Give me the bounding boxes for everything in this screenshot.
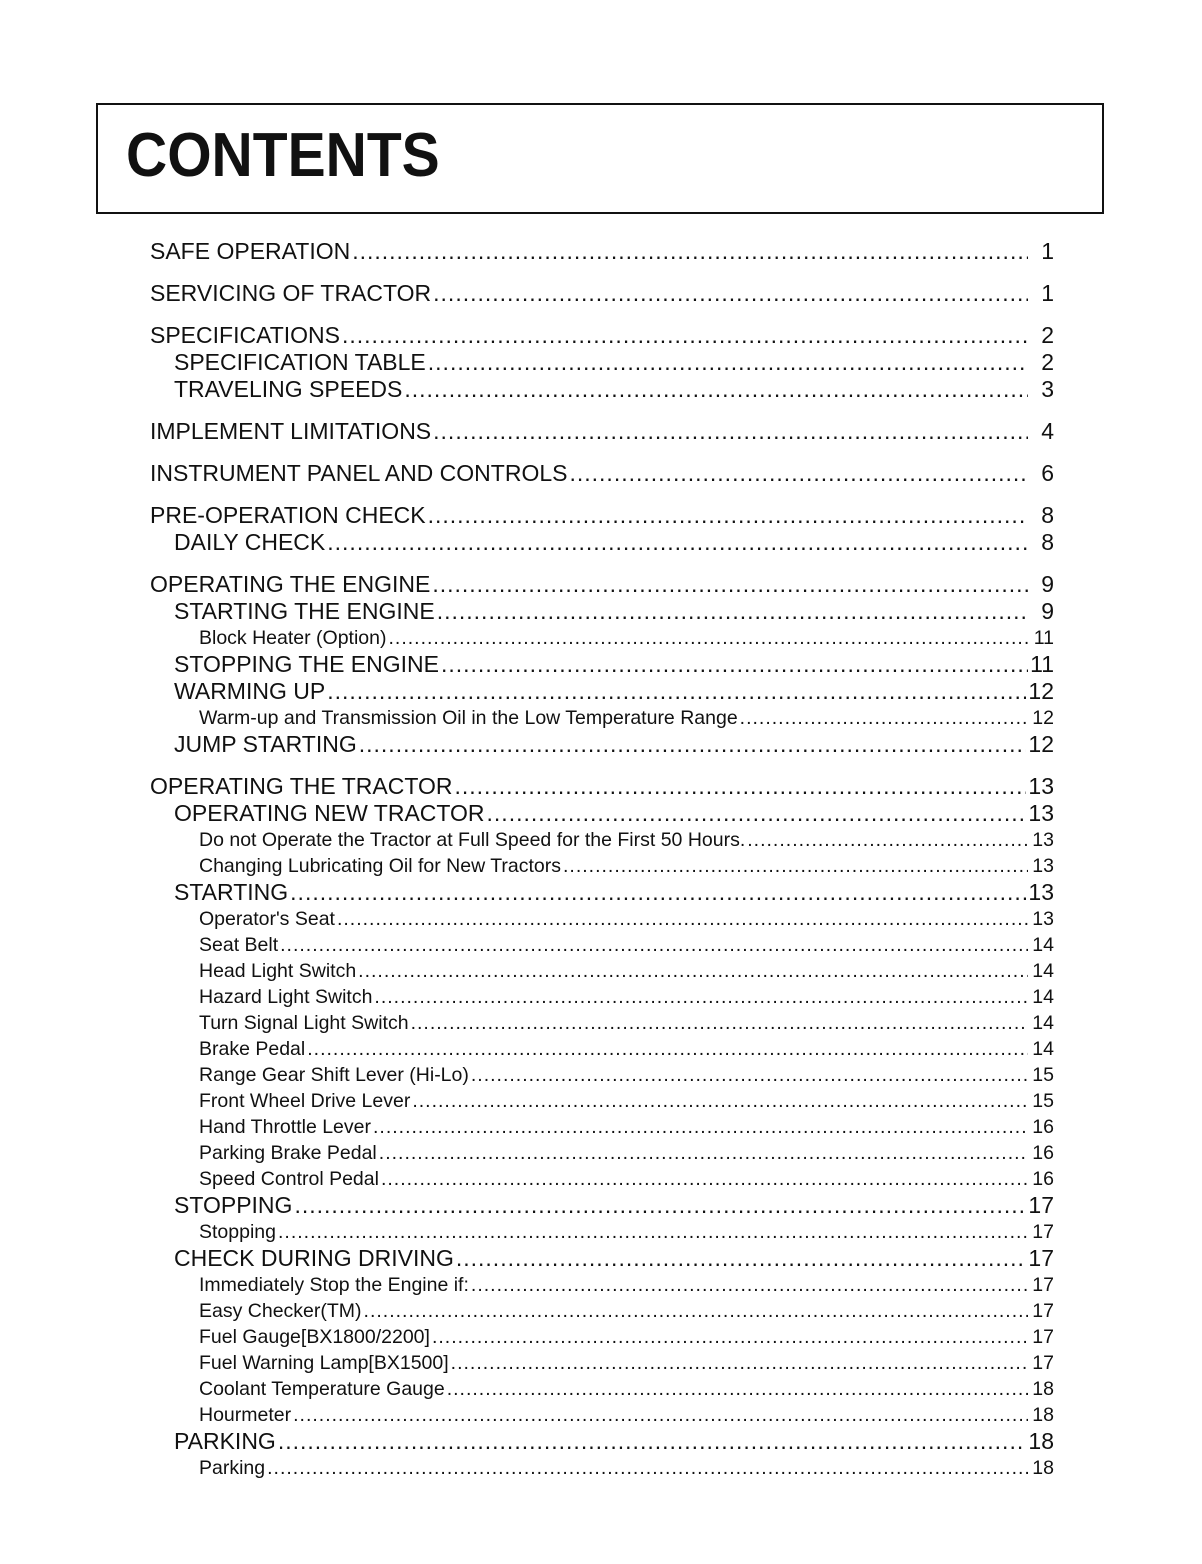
toc-dot-leader [447,1376,1028,1402]
toc-entry[interactable] [150,1428,1054,1455]
toc-entry[interactable] [150,984,1054,1010]
toc-dot-leader [451,1350,1028,1376]
toc-entry-label: Head Light Switch [199,960,357,982]
toc-entry[interactable] [150,853,1054,879]
toc-entry[interactable] [150,1062,1054,1088]
toc-entry-page-number: 8 [1041,529,1054,555]
toc-entry-label: Range Gear Shift Lever (Hi-Lo) [199,1064,469,1086]
toc-entry-label: STARTING THE ENGINE [174,598,435,624]
toc-entry-page-number: 17 [1032,1300,1054,1322]
toc-entry[interactable] [150,349,1054,376]
toc-entry-page-number: 3 [1041,376,1054,402]
toc-entry-label: Fuel Gauge[BX1800/2200] [199,1326,430,1348]
toc-entry-page-number: 16 [1032,1142,1054,1164]
toc-entry-page-number: 15 [1032,1090,1054,1112]
toc-entry[interactable] [150,1402,1054,1428]
toc-dot-leader [437,598,1028,625]
toc-entry[interactable] [150,625,1054,651]
toc-entry[interactable] [150,906,1054,932]
toc-entry-page-number: 11 [1033,627,1054,649]
toc-entry-label: Hourmeter [199,1404,292,1426]
toc-entry-label: STOPPING THE ENGINE [174,651,439,677]
toc-entry[interactable] [150,1010,1054,1036]
toc-entry-page-number: 15 [1032,1064,1054,1086]
toc-entry-label: Changing Lubricating Oil for New Tractors [199,855,561,877]
toc-entry-label: Coolant Temperature Gauge [199,1378,445,1400]
toc-entry[interactable] [150,1166,1054,1192]
toc-entry-label: Speed Control Pedal [199,1168,379,1190]
toc-entry-label: Hand Throttle Lever [199,1116,371,1138]
toc-entry[interactable] [150,1324,1054,1350]
toc-entry[interactable] [150,571,1054,598]
toc-entry[interactable] [150,932,1054,958]
toc-entry-page-number: 14 [1032,934,1054,956]
toc-dot-leader [342,322,1028,349]
toc-dot-leader [441,651,1028,678]
toc-dot-leader [379,1140,1028,1166]
toc-entry[interactable] [150,773,1054,800]
toc-entry[interactable] [150,731,1054,758]
toc-dot-leader [358,958,1028,984]
page-title: CONTENTS [126,121,440,190]
toc-entry[interactable] [150,1192,1054,1219]
toc-entry-label: OPERATING THE ENGINE [150,571,431,597]
toc-dot-leader [267,1455,1028,1481]
toc-entry-label: Parking [199,1457,266,1479]
toc-entry-label: OPERATING THE TRACTOR [150,773,453,799]
toc-entry-page-number: 17 [1032,1352,1054,1374]
toc-entry-label: SPECIFICATIONS [150,322,340,348]
toc-entry[interactable] [150,1272,1054,1298]
toc-entry-label: OPERATING NEW TRACTOR [174,800,485,826]
toc-entry-label: STARTING [174,879,289,905]
toc-entry-label: SAFE OPERATION [150,238,351,264]
toc-entry-page-number: 9 [1041,598,1054,624]
toc-dot-leader [307,1036,1028,1062]
toc-dot-leader [432,1324,1028,1350]
toc-entry[interactable] [150,1376,1054,1402]
table-of-contents [150,238,1054,1481]
toc-entry-label: Stopping [199,1221,276,1243]
toc-dot-leader [432,571,1028,598]
toc-entry[interactable] [150,705,1054,731]
toc-entry-page-number: 4 [1041,418,1054,444]
toc-dot-leader [278,1219,1028,1245]
toc-entry[interactable] [150,322,1054,349]
toc-dot-leader [471,1062,1028,1088]
toc-entry-page-number: 17 [1032,1221,1054,1243]
toc-dot-leader [454,773,1026,800]
toc-entry-page-number: 17 [1028,1245,1054,1271]
toc-dot-leader [433,418,1028,445]
toc-entry-page-number: 13 [1028,773,1054,799]
toc-entry-label: Hazard Light Switch [199,986,373,1008]
toc-entry[interactable] [150,418,1054,445]
toc-entry-page-number: 13 [1028,879,1054,905]
toc-entry-page-number: 14 [1032,960,1054,982]
toc-entry[interactable] [150,1245,1054,1272]
toc-entry[interactable] [150,502,1054,529]
toc-entry-page-number: 8 [1041,502,1054,528]
toc-entry[interactable] [150,1088,1054,1114]
toc-entry[interactable] [150,1114,1054,1140]
toc-entry-label: Do not Operate the Tractor at Full Speed for the First 50 Hours. [199,829,746,851]
toc-entry-label: SERVICING OF TRACTOR [150,280,432,306]
toc-entry-label: Fuel Warning Lamp[BX1500] [199,1352,449,1374]
toc-entry-page-number: 18 [1032,1457,1054,1479]
toc-entry-label: Immediately Stop the Engine if: [199,1274,469,1296]
toc-entry[interactable] [150,879,1054,906]
toc-entry-label: STOPPING [174,1192,293,1218]
toc-entry-page-number: 14 [1032,986,1054,1008]
toc-entry-page-number: 18 [1028,1428,1054,1454]
toc-entry-label: Brake Pedal [199,1038,306,1060]
toc-entry-label: PARKING [174,1428,276,1454]
toc-entry[interactable] [150,1219,1054,1245]
toc-entry[interactable] [150,678,1054,705]
toc-entry-page-number: 12 [1028,731,1054,757]
toc-entry[interactable] [150,460,1054,487]
toc-entry-label: Easy Checker(TM) [199,1300,362,1322]
toc-entry-page-number: 17 [1032,1274,1054,1296]
toc-entry-page-number: 1 [1041,280,1054,306]
toc-dot-leader [404,376,1028,403]
toc-entry-label: Block Heater (Option) [199,627,387,649]
toc-entry-label: JUMP STARTING [174,731,357,757]
toc-entry-page-number: 16 [1032,1168,1054,1190]
toc-entry[interactable] [150,598,1054,625]
toc-entry[interactable] [150,1298,1054,1324]
toc-dot-leader [373,1114,1028,1140]
toc-entry-label: DAILY CHECK [174,529,326,555]
toc-entry-label: CHECK DURING DRIVING [174,1245,454,1271]
toc-entry-label: TRAVELING SPEEDS [174,376,403,402]
toc-dot-leader [352,238,1028,265]
toc-entry[interactable] [150,1140,1054,1166]
toc-entry-label: Parking Brake Pedal [199,1142,377,1164]
toc-entry-page-number: 17 [1028,1192,1054,1218]
toc-entry[interactable] [150,651,1054,678]
toc-dot-leader [433,280,1028,307]
toc-dot-leader [278,1428,1027,1455]
toc-entry-page-number: 2 [1041,349,1054,375]
toc-dot-leader [428,502,1028,529]
toc-entry-label: Front Wheel Drive Lever [199,1090,411,1112]
toc-entry-page-number: 18 [1032,1378,1054,1400]
toc-dot-leader [569,460,1028,487]
toc-dot-leader [471,1272,1028,1298]
toc-entry-page-number: 13 [1032,829,1054,851]
toc-dot-leader [428,349,1028,376]
toc-entry-page-number: 2 [1041,322,1054,348]
toc-entry-page-number: 17 [1032,1326,1054,1348]
toc-entry-page-number: 14 [1032,1038,1054,1060]
toc-dot-leader [389,625,1029,651]
toc-entry-page-number: 13 [1032,855,1054,877]
toc-entry[interactable] [150,238,1054,265]
toc-entry-page-number: 13 [1032,908,1054,930]
toc-entry-page-number: 11 [1030,651,1054,677]
toc-entry[interactable] [150,958,1054,984]
toc-dot-leader [364,1298,1028,1324]
toc-dot-leader [456,1245,1027,1272]
toc-dot-leader [337,906,1028,932]
toc-dot-leader [563,853,1028,879]
toc-dot-leader [293,1402,1028,1428]
toc-dot-leader [374,984,1028,1010]
toc-entry[interactable] [150,1350,1054,1376]
toc-entry-label: INSTRUMENT PANEL AND CONTROLS [150,460,568,486]
toc-entry[interactable] [150,280,1054,307]
contents-header-box [96,103,1104,214]
toc-entry[interactable] [150,800,1054,827]
toc-entry-label: Seat Belt [199,934,279,956]
toc-entry-label: IMPLEMENT LIMITATIONS [150,418,432,444]
toc-entry-label: PRE-OPERATION CHECK [150,502,426,528]
toc-dot-leader [412,1088,1028,1114]
toc-entry-label: Operator's Seat [199,908,335,930]
toc-dot-leader [280,932,1028,958]
toc-entry-page-number: 12 [1032,707,1054,729]
toc-entry-label: SPECIFICATION TABLE [174,349,426,375]
toc-entry-page-number: 13 [1028,800,1054,826]
toc-dot-leader [327,678,1026,705]
toc-entry-label: WARMING UP [174,678,326,704]
toc-entry-page-number: 1 [1041,238,1054,264]
toc-entry[interactable] [150,1455,1054,1481]
toc-dot-leader [381,1166,1028,1192]
toc-entry[interactable] [150,529,1054,556]
toc-dot-leader [747,827,1028,853]
toc-dot-leader [294,1192,1026,1219]
toc-entry-page-number: 18 [1032,1404,1054,1426]
toc-entry[interactable] [150,1036,1054,1062]
toc-entry-label: Warm-up and Transmission Oil in the Low Temperature Range [199,707,738,729]
toc-entry-label: Turn Signal Light Switch [199,1012,409,1034]
toc-entry-page-number: 12 [1028,678,1054,704]
toc-dot-leader [487,800,1027,827]
toc-entry-page-number: 9 [1041,571,1054,597]
toc-dot-leader [290,879,1026,906]
toc-dot-leader [327,529,1028,556]
toc-entry[interactable] [150,376,1054,403]
toc-entry-page-number: 16 [1032,1116,1054,1138]
toc-entry-page-number: 6 [1041,460,1054,486]
toc-dot-leader [411,1010,1028,1036]
toc-entry-page-number: 14 [1032,1012,1054,1034]
toc-dot-leader [359,731,1027,758]
toc-dot-leader [740,705,1028,731]
toc-entry[interactable] [150,827,1054,853]
